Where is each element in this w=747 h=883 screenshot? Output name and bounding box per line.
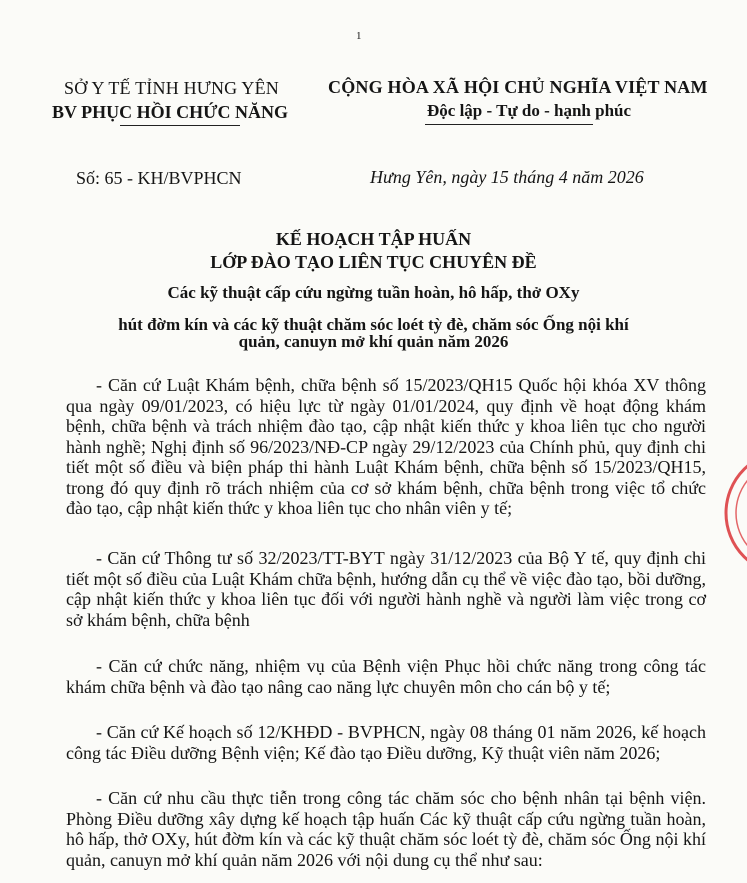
paragraph-legal-basis-1 xyxy=(66,375,706,519)
paragraph-text: - Căn cứ Luật Khám bệnh, chữa bệnh số 15/2023/QH15 Quốc hội khóa XV thông qua ngày 09/01/2023, có hiệu lực từ ngày 01/01/2024, quy định về hoạt động khám bệnh, chữa bệnh và trách nhiệm đào tạo, cập nhật kiến thức y khoa liên tục cho người hành nghề; Nghị định số 96/2023/NĐ-CP ngày 29/12/2023 của Chính phủ, quy định chi tiết một số điều và biện pháp thi hành Luật Khám bệnh, chữa bệnh số 15/2023/QH15, trong đó quy định rõ trách nhiệm của cơ sở khám bệnh, chữa bệnh trong việc tổ chức đào tạo, cập nhật kiến thức y khoa liên tục cho nhân viên y tế; xyxy=(66,375,706,518)
red-seal-stamp xyxy=(708,438,747,588)
document-number: Số: 65 - KH/BVPHCN xyxy=(76,168,242,188)
subtitle-line2: hút đờm kín và các kỹ thuật chăm sóc loét tỳ đè, chăm sóc Ống nội khí xyxy=(118,315,629,334)
org-underline xyxy=(120,125,240,126)
national-motto: Độc lập - Tự do - hạnh phúc xyxy=(427,101,632,120)
page-number: 1 xyxy=(356,30,362,42)
subtitle-line1: Các kỹ thuật cấp cứu ngừng tuần hoàn, hô hấp, thở OXy xyxy=(167,283,580,302)
paragraph-legal-basis-4 xyxy=(66,722,706,763)
paragraph-text: - Căn cứ Thông tư số 32/2023/TT-BYT ngày 31/12/2023 của Bộ Y tế, quy định chi tiết một số điều của Luật Khám chữa bệnh, hướng dẫn cụ thể về việc đào tạo, bồi dưỡng, cập nhật kiến thức y khoa liên tục đối với người hành nghề và người làm việc trong cơ sở khám bệnh, chữa bệnh xyxy=(66,548,706,630)
org-name: BV PHỤC HỒI CHỨC NĂNG xyxy=(52,102,289,122)
document-title: KẾ HOẠCH TẬP HUẤN xyxy=(275,229,472,249)
paragraph-text: - Căn cứ chức năng, nhiệm vụ của Bệnh viện Phục hồi chức năng trong công tác khám chữa bệnh và đào tạo nâng cao năng lực chuyên môn cho cán bộ y tế; xyxy=(66,656,706,697)
place-date: Hưng Yên, ngày 15 tháng 4 năm 2026 xyxy=(370,167,644,187)
paragraph-text: - Căn cứ nhu cầu thực tiễn trong công tác chăm sóc cho bệnh nhân tại bệnh viện. Phòng Điều dưỡng xây dựng kế hoạch tập huấn Các kỹ thuật cấp cứu ngừng tuần hoàn, hô hấp, thở OXy, hút đờm kín và các kỹ thuật chăm sóc loét tỳ đè, chăm sóc Ống nội khí quản, canuyn mở khí quản năm 2026 với nội dung cụ thể như sau: xyxy=(66,788,706,870)
paragraph-legal-basis-3 xyxy=(66,656,706,697)
subtitle-line3: quản, canuyn mở khí quản năm 2026 xyxy=(238,332,509,351)
org-parent-name: SỞ Y TẾ TỈNH HƯNG YÊN xyxy=(64,78,279,98)
paragraph-legal-basis-2 xyxy=(66,548,706,630)
motto-underline xyxy=(425,124,593,125)
document-title-line2: LỚP ĐÀO TẠO LIÊN TỤC CHUYÊN ĐỀ xyxy=(210,252,537,272)
paragraph-legal-basis-5 xyxy=(66,788,706,870)
national-title: CỘNG HÒA XÃ HỘI CHỦ NGHĨA VIỆT NAM xyxy=(328,77,708,97)
paragraph-text: - Căn cứ Kế hoạch số 12/KHĐD - BVPHCN, ngày 08 tháng 01 năm 2026, kế hoạch công tác Điều dưỡng Bệnh viện; Kế đào tạo Điều dưỡng, Kỹ thuật viên năm 2026; xyxy=(66,722,706,763)
